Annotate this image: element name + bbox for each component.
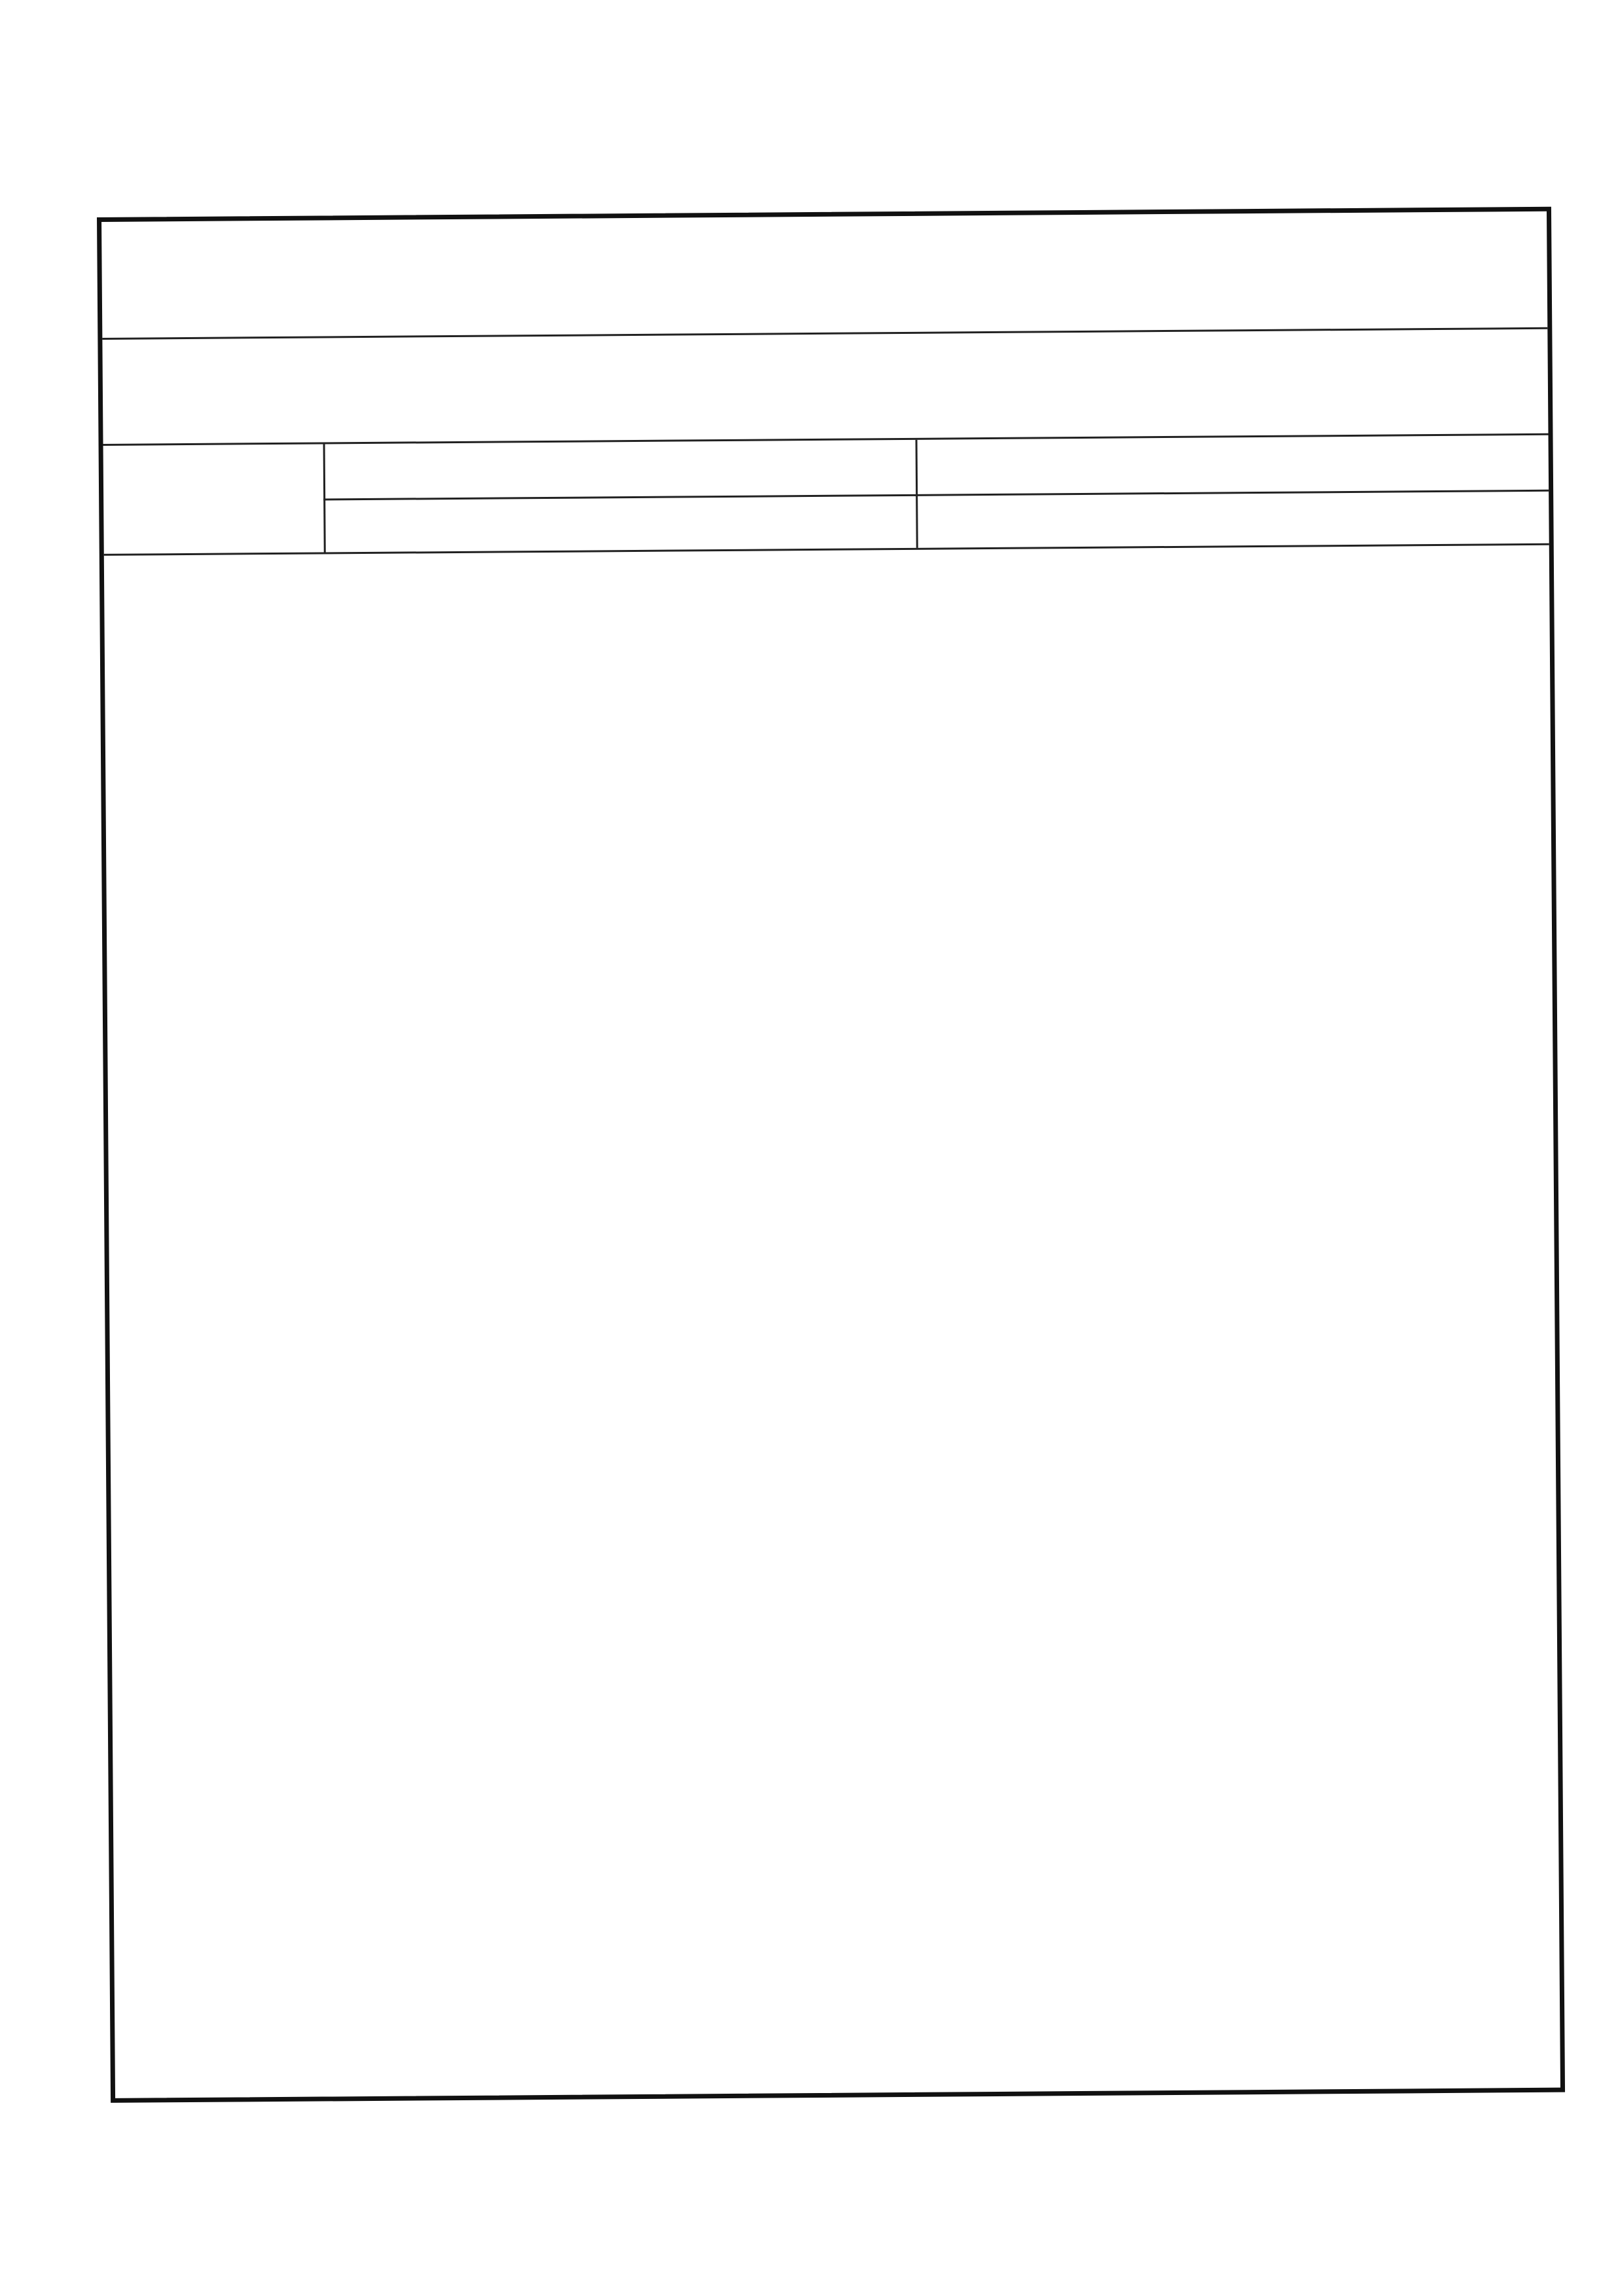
form-subtitle-row <box>102 329 1548 446</box>
header-approval-col <box>323 440 916 553</box>
header-completion-number <box>916 435 1549 494</box>
license-attachment-form <box>97 207 1565 2103</box>
table-header <box>103 435 1549 556</box>
header-change-content <box>916 489 1549 548</box>
header-completion-col <box>916 435 1549 548</box>
header-change-item <box>103 444 324 553</box>
form-title-row <box>101 211 1547 340</box>
header-approval-number <box>323 440 916 498</box>
header-source-number <box>323 494 916 552</box>
